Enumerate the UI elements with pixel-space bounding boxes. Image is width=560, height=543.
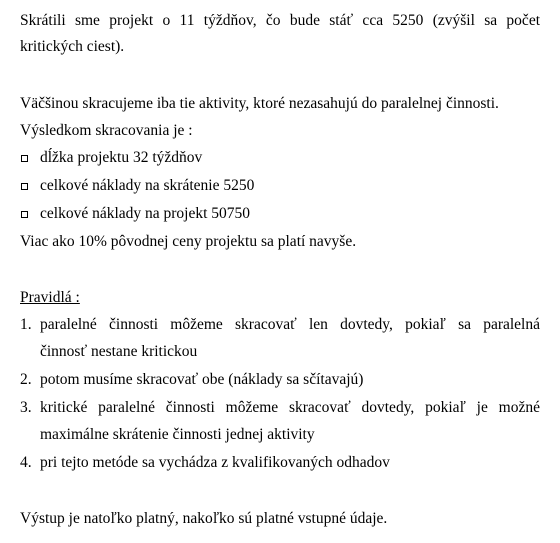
bullet-square-icon [21,183,28,190]
paragraph-line-1: Väčšinou skracujeme iba tie aktivity, ktoré nezasahujú do paralelnej činnosti. [20,95,499,112]
rule-item-3-line-2: maximálne skrátenie činnosti jednej aktivity [40,426,315,443]
note-text: Viac ako 10% pôvodnej ceny projektu sa platí navyše. [20,233,357,250]
bullet-square-icon [21,211,28,218]
rules-heading: Pravidlá : [20,289,80,306]
rule-item-1-line-1: paralelné činnosti môžeme skracovať len dovtedy, pokiaľ sa paralelná [40,316,540,333]
rule-item-1-line-2: činnosť nestane kritickou [40,343,198,360]
bullet-item: dĺžka projektu 32 týždňov [40,149,203,166]
rule-number: 1. [20,316,32,333]
rule-item-3-line-1: kritické paralelné činnosti môžeme skracovať dovtedy, pokiaľ je možné [40,399,540,416]
bullet-item: celkové náklady na skrátenie 5250 [40,177,255,194]
bullet-item: celkové náklady na projekt 50750 [40,205,251,222]
intro-line-1: Skrátili sme projekt o 11 týždňov, čo bude stáť cca 5250 (zvýšil sa počet [20,12,540,29]
rule-item-4-line-1: pri tejto metóde sa vychádza z kvalifikovaných odhadov [40,454,390,471]
intro-line-2: kritických ciest). [20,38,125,55]
rule-number: 3. [20,399,32,416]
paragraph-line-2: Výsledkom skracovania je : [20,122,193,139]
rule-item-2-line-1: potom musíme skracovať obe (náklady sa sčítavajú) [40,371,364,388]
bullet-square-icon [21,155,28,162]
rule-number: 4. [20,454,32,471]
closing-text: Výstup je natoľko platný, nakoľko sú platné vstupné údaje. [20,510,388,527]
rule-number: 2. [20,371,32,388]
